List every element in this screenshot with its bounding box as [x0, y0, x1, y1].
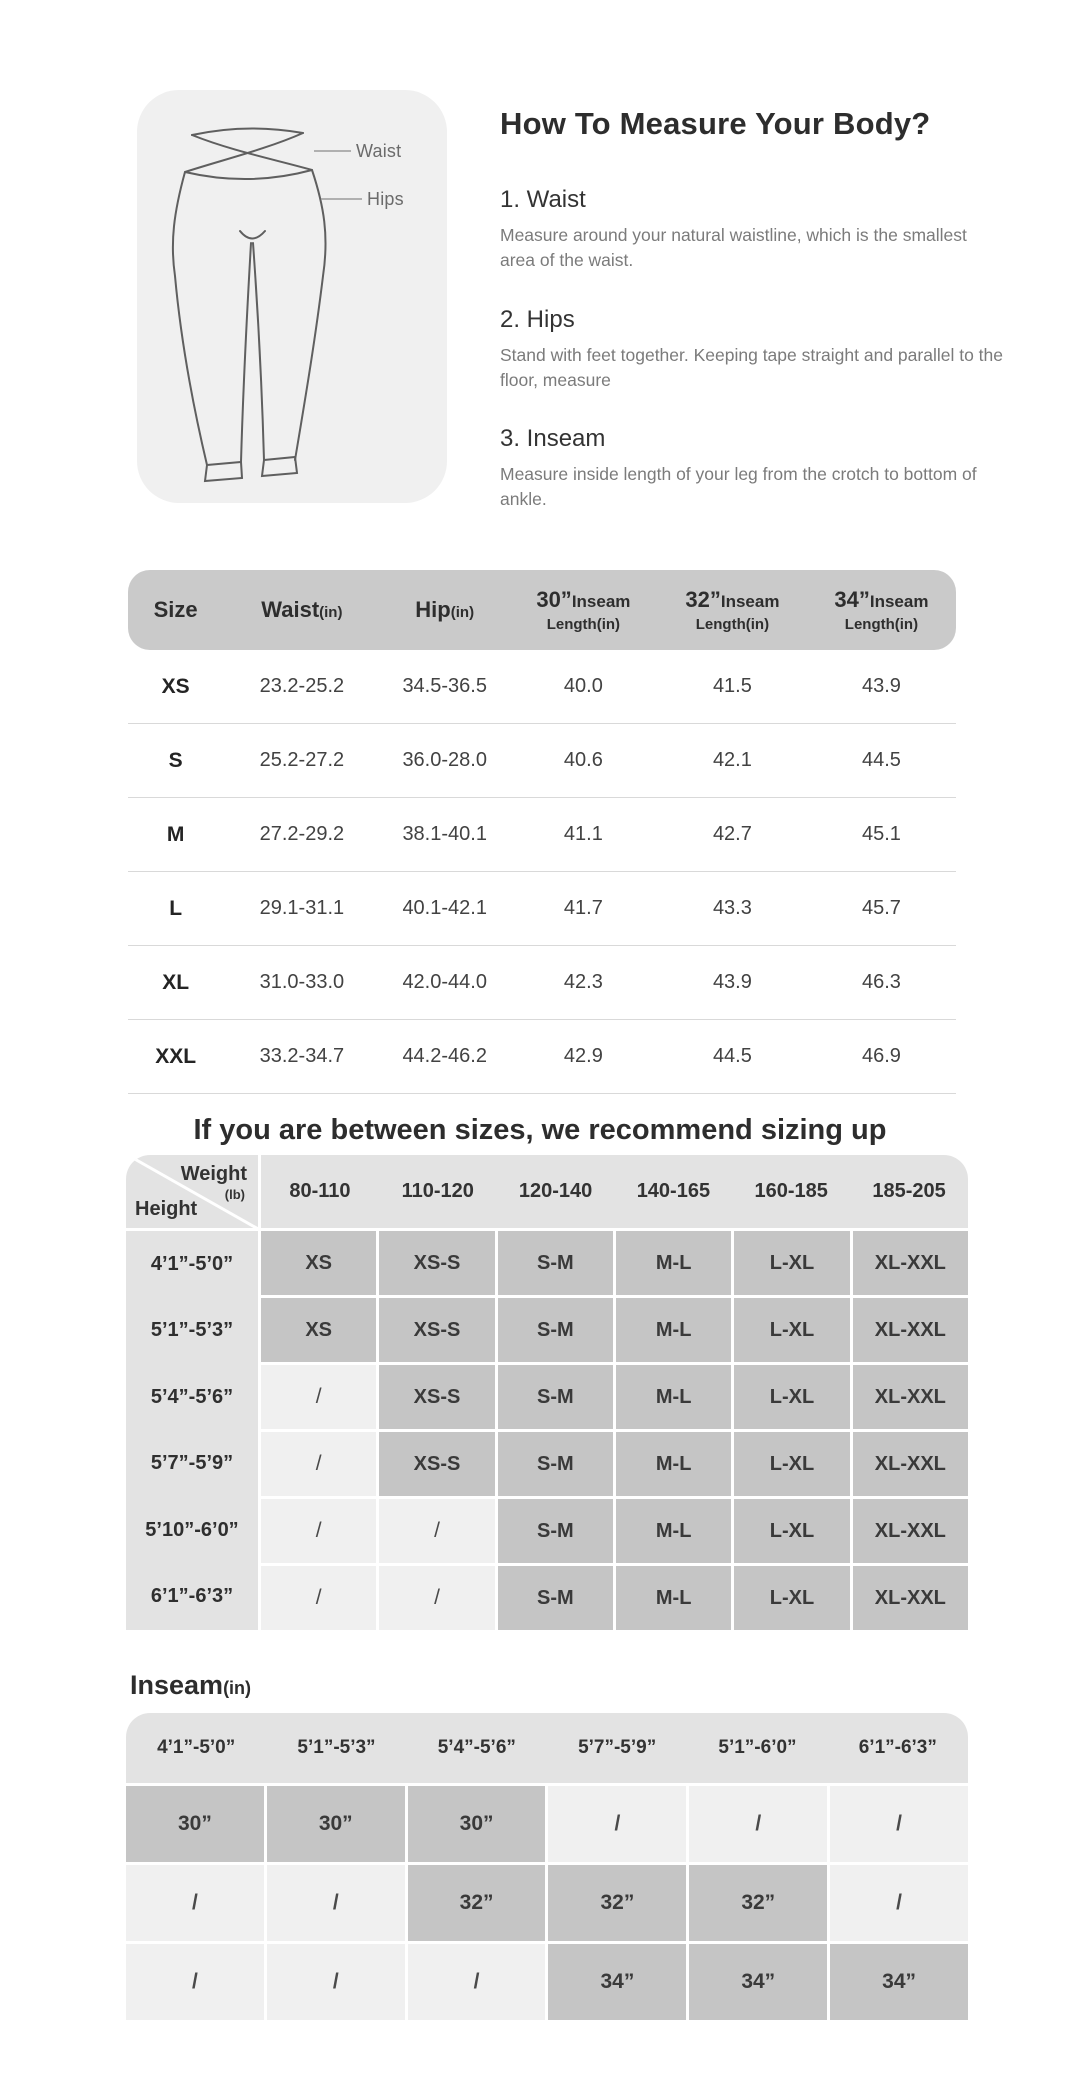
grid-cell: /: [126, 1944, 264, 2020]
header-waist: Waist(in): [261, 597, 343, 622]
grid-cell: /: [830, 1865, 968, 1941]
leggings-diagram: [137, 90, 447, 503]
grid-cell: /: [267, 1865, 405, 1941]
grid-cell: XL-XXL: [853, 1432, 968, 1496]
grid-cell: XL-XXL: [853, 1365, 968, 1429]
inseam-table: [126, 1713, 968, 2020]
size-recommendation-grid: [261, 1231, 968, 1630]
grid-cell: /: [261, 1432, 376, 1496]
grid-cell: /: [267, 1944, 405, 2020]
step-hips-text: Stand with feet together. Keeping tape straight and parallel to the floor, measure: [500, 344, 1003, 390]
sizing-up-heading: If you are between sizes, we recommend sizing up: [193, 1114, 887, 1146]
grid-cell: /: [689, 1786, 827, 1862]
header-inseam-32: 32”Inseam Length(in): [685, 587, 780, 633]
grid-cell: /: [261, 1365, 376, 1429]
step-waist: [500, 186, 1025, 273]
grid-cell: XS-S: [379, 1432, 494, 1496]
grid-cell: 32”: [408, 1865, 546, 1941]
header-size: Size: [153, 597, 198, 622]
grid-cell: 30”: [126, 1786, 264, 1862]
grid-cell: /: [408, 1944, 546, 2020]
grid-cell: 32”: [548, 1865, 686, 1941]
step-hips-heading: 2. Hips: [500, 305, 575, 333]
grid-cell: 32”: [689, 1865, 827, 1941]
grid-cell: /: [379, 1499, 494, 1563]
grid-cell: 30”: [408, 1786, 546, 1862]
size-chart-header: [128, 570, 956, 650]
header-inseam-34: 34”Inseam Length(in): [834, 587, 929, 633]
grid-cell: XS-S: [379, 1298, 494, 1362]
grid-cell: /: [261, 1499, 376, 1563]
step-inseam-heading: 3. Inseam: [500, 425, 606, 453]
grid-cell: XL-XXL: [853, 1298, 968, 1362]
weight-columns: 80-110 110-120 120-140 140-165 160-185 185-205: [261, 1155, 968, 1228]
grid-cell: 34”: [548, 1944, 686, 2020]
step-waist-text: Measure around your natural waistline, which is the smallest area of the waist.: [500, 225, 967, 270]
grid-cell: L-XL: [734, 1231, 849, 1295]
grid-cell: 30”: [267, 1786, 405, 1862]
measure-guide-section: [0, 0, 1080, 530]
grid-cell: S-M: [498, 1499, 613, 1563]
inseam-grid: [126, 1786, 968, 2020]
grid-cell: XL-XXL: [853, 1231, 968, 1295]
header-inseam-30: 30”Inseam Length(in): [536, 587, 631, 633]
header-hip: Hip(in): [415, 597, 475, 622]
grid-cell: L-XL: [734, 1566, 849, 1630]
grid-cell: L-XL: [734, 1432, 849, 1496]
size-chart-table: [128, 570, 956, 1094]
waist-diagram-label: Waist: [356, 141, 402, 161]
grid-cell: /: [126, 1865, 264, 1941]
inseam-section-title: Inseam(in): [130, 1670, 252, 1700]
table-row: XL 31.0-33.0 42.0-44.0 42.3 43.9 46.3: [128, 946, 956, 1020]
grid-cell: L-XL: [734, 1365, 849, 1429]
step-waist-heading: 1. Waist: [500, 186, 586, 213]
grid-cell: M-L: [616, 1432, 731, 1496]
table-row: M 27.2-29.2 38.1-40.1 41.1 42.7 45.1: [128, 798, 956, 872]
hips-diagram-label: Hips: [367, 189, 404, 209]
step-inseam-text: Measure inside length of your leg from the crotch to bottom of ankle.: [500, 464, 977, 510]
grid-cell: M-L: [616, 1231, 731, 1295]
inseam-table-header: 4’1”-5’0” 5’1”-5’3” 5’4”-5’6” 5’7”-5’9” 5’1”-6’0” 6’1”-6’3”: [126, 1713, 968, 1783]
table-row: S 25.2-27.2 36.0-28.0 40.6 42.1 44.5: [128, 724, 956, 798]
height-column: 4’1”-5’0” 5’1”-5’3” 5’4”-5’6” 5’7”-5’9” 5’10”-6’0” 6’1”-6’3”: [126, 1231, 258, 1630]
grid-cell: M-L: [616, 1298, 731, 1362]
weight-unit-label: (lb): [224, 1187, 245, 1202]
grid-cell: S-M: [498, 1298, 613, 1362]
weight-label: Weight: [180, 1163, 247, 1185]
grid-cell: XS: [261, 1298, 376, 1362]
page-title: How To Measure Your Body?: [500, 106, 931, 141]
table-row: XXL 33.2-34.7 44.2-46.2 42.9 44.5 46.9: [128, 1020, 956, 1094]
grid-cell: M-L: [616, 1499, 731, 1563]
grid-cell: M-L: [616, 1365, 731, 1429]
grid-cell: L-XL: [734, 1499, 849, 1563]
grid-cell: L-XL: [734, 1298, 849, 1362]
grid-cell: S-M: [498, 1566, 613, 1630]
weight-height-corner-cell: [126, 1155, 258, 1228]
grid-cell: M-L: [616, 1566, 731, 1630]
grid-cell: /: [379, 1566, 494, 1630]
step-inseam: [500, 425, 1025, 512]
grid-cell: XL-XXL: [853, 1499, 968, 1563]
grid-cell: S-M: [498, 1365, 613, 1429]
sizing-up-table: [126, 1155, 968, 1630]
grid-cell: XS: [261, 1231, 376, 1295]
grid-cell: /: [261, 1566, 376, 1630]
sizing-up-header: [126, 1155, 968, 1228]
grid-cell: /: [830, 1786, 968, 1862]
step-hips: [500, 306, 1025, 393]
height-label: Height: [135, 1198, 198, 1220]
grid-cell: 34”: [689, 1944, 827, 2020]
grid-cell: S-M: [498, 1432, 613, 1496]
grid-cell: S-M: [498, 1231, 613, 1295]
table-row: L 29.1-31.1 40.1-42.1 41.7 43.3 45.7: [128, 872, 956, 946]
grid-cell: XS-S: [379, 1231, 494, 1295]
measure-instructions: [500, 106, 1025, 545]
grid-cell: XS-S: [379, 1365, 494, 1429]
table-row: XS 23.2-25.2 34.5-36.5 40.0 41.5 43.9: [128, 650, 956, 724]
grid-cell: XL-XXL: [853, 1566, 968, 1630]
grid-cell: 34”: [830, 1944, 968, 2020]
grid-cell: /: [548, 1786, 686, 1862]
